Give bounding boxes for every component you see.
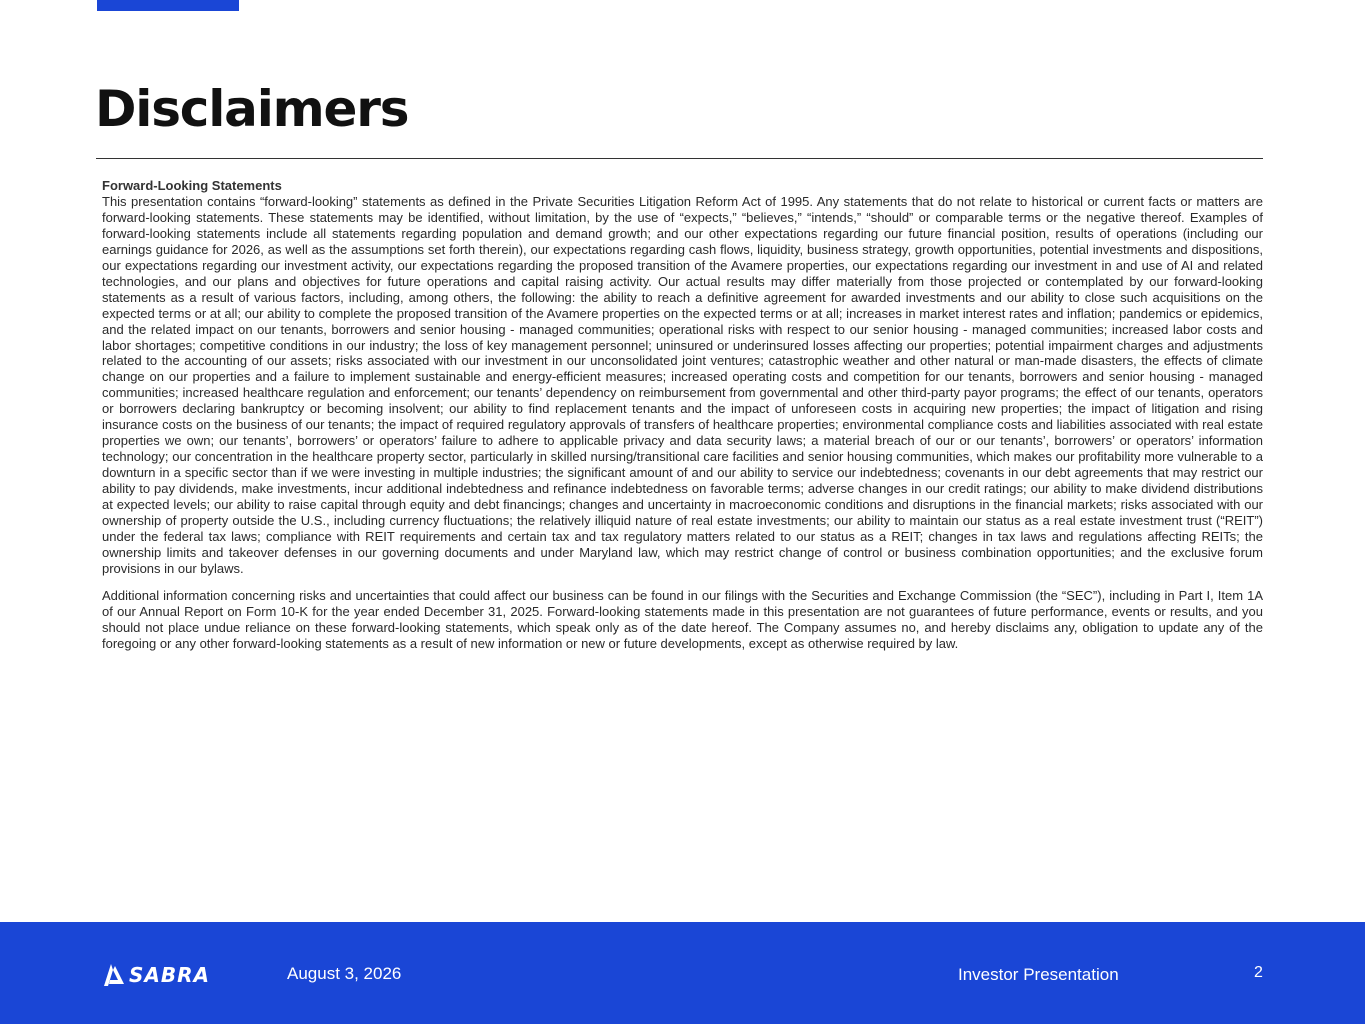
disclaimer-paragraph-2: Additional information concerning risks and uncertainties that could affect our business can be found in our filings with the Securities and Exchange Commission (the “SEC”), including in Part I, Item 1A of our Annual Report on Form 10-K for the year ended December 31, 2025. Forward-looking statements made in this presentation are not guarantees of future performance, events or results, and you should not place undue reliance on these forward-looking statements, which speak only as of the date hereof. The Company assumes no, and hereby disclaims any, obligation to update any of the foregoing or any other forward-looking statements as a result of new information or new or future developments, except as otherwise required by law.	[102, 587, 1263, 651]
footer-presentation-title: Investor Presentation	[958, 965, 1119, 984]
top-accent-bar	[97, 0, 239, 11]
sabra-mark-icon	[100, 962, 126, 988]
footer-date: August 3, 2026	[287, 964, 402, 983]
footer	[0, 922, 1365, 1024]
disclaimer-body	[102, 178, 1263, 652]
page-number: 2	[1254, 964, 1263, 981]
logo-wordmark: SABRA	[129, 963, 211, 987]
section-heading: Forward-Looking Statements	[102, 178, 282, 193]
title-divider	[96, 158, 1263, 159]
page-title: Disclaimers	[95, 80, 409, 138]
sabra-logo	[100, 962, 210, 988]
disclaimer-paragraph-1: This presentation contains “forward-looking” statements as defined in the Private Securities Litigation Reform Act of 1995. Any statements that do not relate to historical or current facts or matters are forward-looking statements. These statements may be identified, without limitation, by the use of “expects,” “believes,” “intends,” “should” or comparable terms or the negative thereof. Examples of forward-looking statements include all statements regarding population and demand growth; and our other expectations regarding our future financial position, results of operations (including our earnings guidance for 2026, as well as the assumptions set forth therein), our expectations regarding cash flows, liquidity, business strategy, growth opportunities, potential investments and dispositions, our expectations regarding our investment activity, our expectations regarding the proposed transition of the Avamere properties, our expectations regarding our investment in and use of AI and related technologies, and our plans and objectives for future operations and capital raising activity. Our actual results may differ materially from those projected or contemplated by our forward-looking statements as a result of various factors, including, among others, the following: the ability to reach a definitive agreement for awarded investments and our ability to close such acquisitions on the expected terms or at all; our ability to complete the proposed transition of the Avamere properties on the expected terms or at all; increases in market interest rates and inflation; pandemics or epidemics, and the related impact on our tenants, borrowers and senior housing - managed communities; operational risks with respect to our senior housing - managed communities; increased labor costs and labor shortages; competitive conditions in our industry; the loss of key management personnel; uninsured or underinsured losses affecting our properties; potential impairment charges and adjustments related to the accounting of our assets; risks associated with our investment in our unconsolidated joint ventures; catastrophic weather and other natural or man-made disasters, the effects of climate change on our properties and a failure to implement sustainable and energy-efficient measures; increased operating costs and competition for our tenants, borrowers and senior housing - managed communities; increased healthcare regulation and enforcement; our tenants’ dependency on reimbursement from governmental and other third-party payor programs; the effect of our tenants, operators or borrowers declaring bankruptcy or becoming insolvent; our ability to find replacement tenants and the impact of unforeseen costs in acquiring new properties; the impact of litigation and rising insurance costs on the business of our tenants; the impact of required regulatory approvals of transfers of healthcare properties; environmental compliance costs and liabilities associated with real estate properties we own; our tenants’, borrowers’ or operators’ failure to adhere to applicable privacy and data security laws; a material breach of our or our tenants’, borrowers’ or operators’ information technology; our concentration in the healthcare property sector, particularly in skilled nursing/transitional care facilities and senior housing communities, which makes our profitability more vulnerable to a downturn in a specific sector than if we were investing in multiple industries; the significant amount of and our ability to service our indebtedness; covenants in our debt agreements that may restrict our ability to pay dividends, make investments, incur additional indebtedness and refinance indebtedness on favorable terms; adverse changes in our credit ratings; our ability to make dividend distributions at expected levels; our ability to raise capital through equity and debt financings; changes and uncertainty in macroeconomic conditions and disruptions in the financial markets; risks associated with our ownership of property outside the U.S., including currency fluctuations; the relatively illiquid nature of real estate investments; our ability to maintain our status as a real estate investment trust (“REIT”) under the federal tax laws; compliance with REIT requirements and certain tax and tax regulatory matters related to our status as a REIT; changes in tax laws and regulations affecting REITs; the ownership limits and takeover defenses in our governing documents and under Maryland law, which may restrict change of control or business combination opportunities; and the exclusive forum provisions in our bylaws.	[102, 193, 1263, 576]
